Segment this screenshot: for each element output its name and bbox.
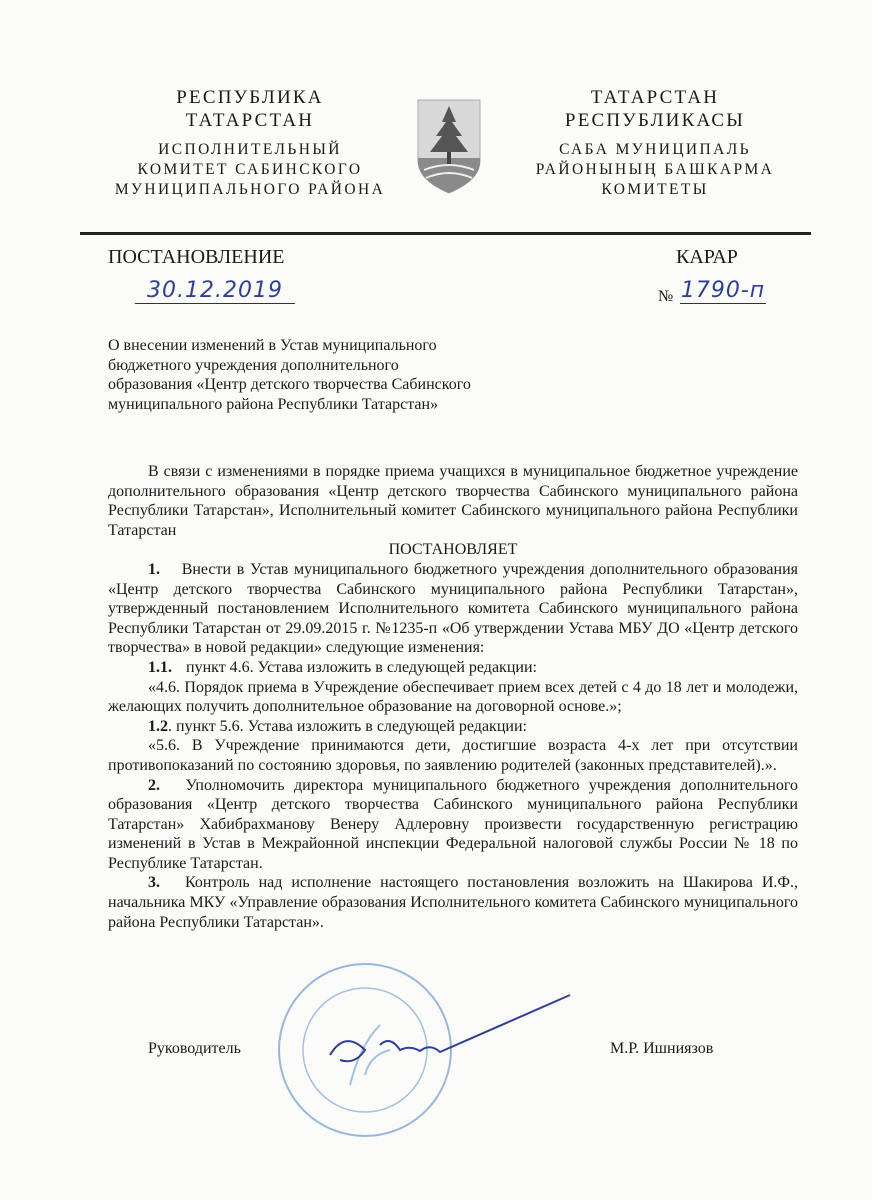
number-sign: № (658, 288, 674, 305)
decree-word: ПОСТАНОВЛЯЕТ (388, 541, 518, 559)
header-left-line: ТАТАРСТАН (185, 110, 315, 131)
intro-paragraph: В связи с изменениями в порядке приема учащихся в муниципальное бюджетное учреждение дополнительного образования «Центр детского творчества Сабинского муниципального района Республики Татарстан», Исполнительный комитет Сабинского муниципального района Республики Татарстан (108, 463, 798, 539)
item-text: Контроль над исполнение настоящего постановления возложить на Шакирова И.Ф., начальника МКУ «Управление образования Исполнительного комитета Сабинского муниципального района Республики Татарстан». (108, 874, 799, 931)
item-number: 3. (148, 874, 160, 892)
quote-paragraph: «4.6. Порядок приема в Учреждение обеспечивает прием всех детей с 4 до 18 лет и молодежи, желающих получить дополнительное образование на договорной основе.»; (108, 678, 798, 716)
item-text: . пункт 5.6. Устава изложить в следующей редакции: (168, 717, 527, 735)
item-number: 1.2 (148, 717, 168, 735)
title-line: образования «Центр детского творчества Сабинского (108, 376, 471, 394)
item-number: 2. (148, 776, 160, 794)
title-line: муниципального района Республики Татарстан» (108, 395, 439, 413)
doc-type-ru: ПОСТАНОВЛЕНИЕ (108, 246, 285, 268)
signature-position: Руководитель (148, 1040, 241, 1057)
official-stamp-and-signature (270, 955, 600, 1145)
header-divider (80, 232, 811, 235)
doc-date: 30.12.2019 (135, 278, 295, 304)
header-left-line: РЕСПУБЛИКА (176, 87, 324, 108)
item-number: 1. (148, 560, 160, 578)
header-right-line: САБА МУНИЦИПАЛЬ (559, 141, 751, 158)
coat-of-arms-emblem (416, 98, 482, 194)
doc-number: 1790-п (680, 278, 766, 303)
item-number: 1.1. (148, 658, 172, 676)
doc-body (108, 462, 798, 932)
quote-paragraph: «5.6. В Учреждение принимаются дети, достигшие возраста 4-х лет при отсутствии противопоказаний по состоянию здоровья, по заявлению родителей (законных представителей).». (108, 737, 798, 774)
item-text: Внести в Устав муниципального бюджетного учреждения дополнительного образования «Центр детского творчества Сабинского муниципального района Республики Татарстан», утвержденный постановлением Исполнительного комитета Сабинского муниципального района Республики Татарстан от 29.09.2015 г. №1235-п «Об утверждении Устава МБУ ДО «Центр детского творчества» в новой редакции» следующие изменения: (108, 560, 799, 657)
header-right-line: РЕСПУБЛИКАСЫ (564, 110, 746, 131)
header-right-line: ТАТАРСТАН (590, 87, 720, 108)
item-text: пункт 4.6. Устава изложить в следующей редакции: (186, 658, 537, 676)
header-right (510, 86, 800, 200)
header-left (110, 86, 390, 200)
header-left-line: КОМИТЕТ САБИНСКОГО (137, 161, 363, 178)
title-line: О внесении изменений в Устав муниципального (108, 337, 437, 354)
item-paragraph (108, 658, 798, 678)
header-right-line: РАЙОНЫНЫҢ БАШКАРМА (535, 161, 775, 178)
title-line: бюджетного учреждения дополнительного (108, 356, 399, 374)
item-paragraph (108, 560, 798, 658)
doc-title (108, 336, 528, 414)
doc-type-tt: КАРАР (676, 246, 738, 268)
item-paragraph (108, 873, 798, 932)
item-text: Уполномочить директора муниципального бюджетного учреждения дополнительного образования «Центр детского творчества Сабинского муниципального района Республики Татарстан» Хабибрахманову Венеру Адлеровну произвести государственную регистрацию изменений в Устав в Межрайонной инспекции Федеральной налоговой службы России № 18 по Республике Татарстан. (108, 776, 798, 872)
header-left-line: МУНИЦИПАЛЬНОГО РАЙОНА (114, 181, 386, 198)
header-right-line: КОМИТЕТЫ (601, 181, 709, 198)
item-paragraph (108, 776, 798, 874)
signature-name: М.Р. Ишниязов (610, 1040, 714, 1057)
item-paragraph (108, 717, 798, 737)
header-left-line: ИСПОЛНИТЕЛЬНЫЙ (158, 141, 342, 158)
